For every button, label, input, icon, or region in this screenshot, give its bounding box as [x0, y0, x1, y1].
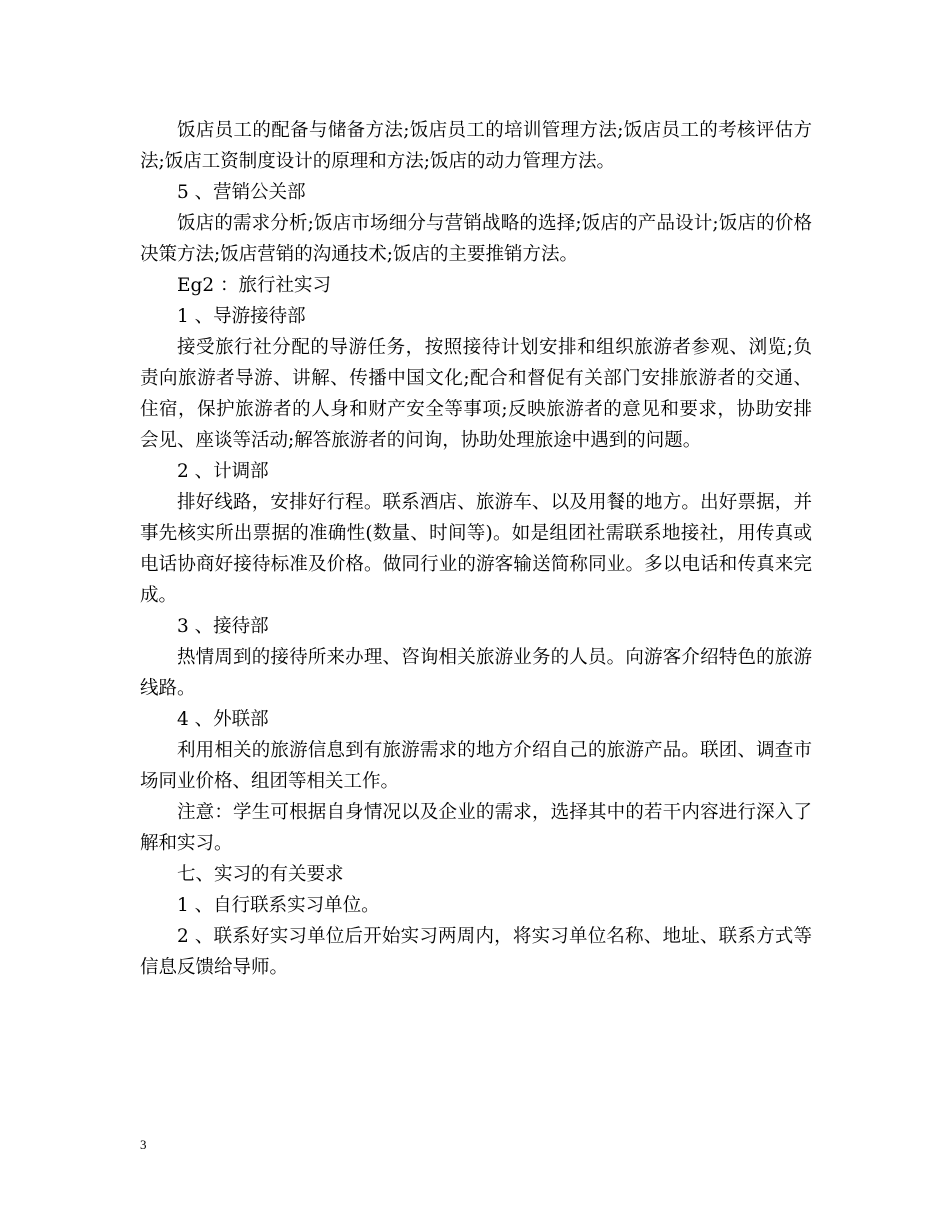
section-heading: 2 、计调部 [177, 461, 269, 482]
list-item: 2 、联系好实习单位后开始实习两周内，将实习单位名称、地址、联系方式等信息反馈给导师。 [140, 926, 812, 978]
section-heading: 1 、导游接待部 [177, 306, 306, 327]
section-heading: 4 、外联部 [177, 709, 269, 730]
section-heading: 七、实习的有关要求 [177, 864, 344, 885]
paragraph: 接受旅行社分配的导游任务，按照接待计划安排和组织旅游者参观、浏览;负责向旅游者导游、讲解、传播中国文化;配合和督促有关部门安排旅游者的交通、住宿，保护旅游者的人身和财产安全等事项;反映旅游者的意见和要求，协助安排会见、座谈等活动;解答旅游者的问询，协助处理旅途中遇到的问题。 [140, 337, 812, 451]
paragraph: 利用相关的旅游信息到有旅游需求的地方介绍自己的旅游产品。联团、调查市场同业价格、组团等相关工作。 [140, 740, 812, 792]
section-heading: Eg2 ：旅行社实习 [177, 275, 331, 296]
list-item: 1 、自行联系实习单位。 [177, 895, 380, 916]
paragraph: 排好线路，安排好行程。联系酒店、旅游车、以及用餐的地方。出好票据，并事先核实所出票据的准确性(数量、时间等)。如是组团社需联系地接社，用传真或电话协商好接待标准及价格。做同行业的游客输送简称同业。多以电话和传真来完成。 [140, 492, 812, 606]
note-paragraph: 注意：学生可根据自身情况以及企业的需求，选择其中的若干内容进行深入了解和实习。 [140, 802, 812, 854]
document-body [140, 115, 812, 983]
section-heading: 3 、接待部 [177, 616, 269, 637]
page-number: 3 [140, 1137, 147, 1152]
paragraph: 热情周到的接待所来办理、咨询相关旅游业务的人员。向游客介绍特色的旅游线路。 [140, 647, 812, 699]
paragraph: 饭店员工的配备与储备方法;饭店员工的培训管理方法;饭店员工的考核评估方法;饭店工资制度设计的原理和方法;饭店的动力管理方法。 [140, 120, 812, 172]
section-heading: 5 、营销公关部 [177, 182, 306, 203]
paragraph: 饭店的需求分析;饭店市场细分与营销战略的选择;饭店的产品设计;饭店的价格决策方法;饭店营销的沟通技术;饭店的主要推销方法。 [140, 213, 812, 265]
